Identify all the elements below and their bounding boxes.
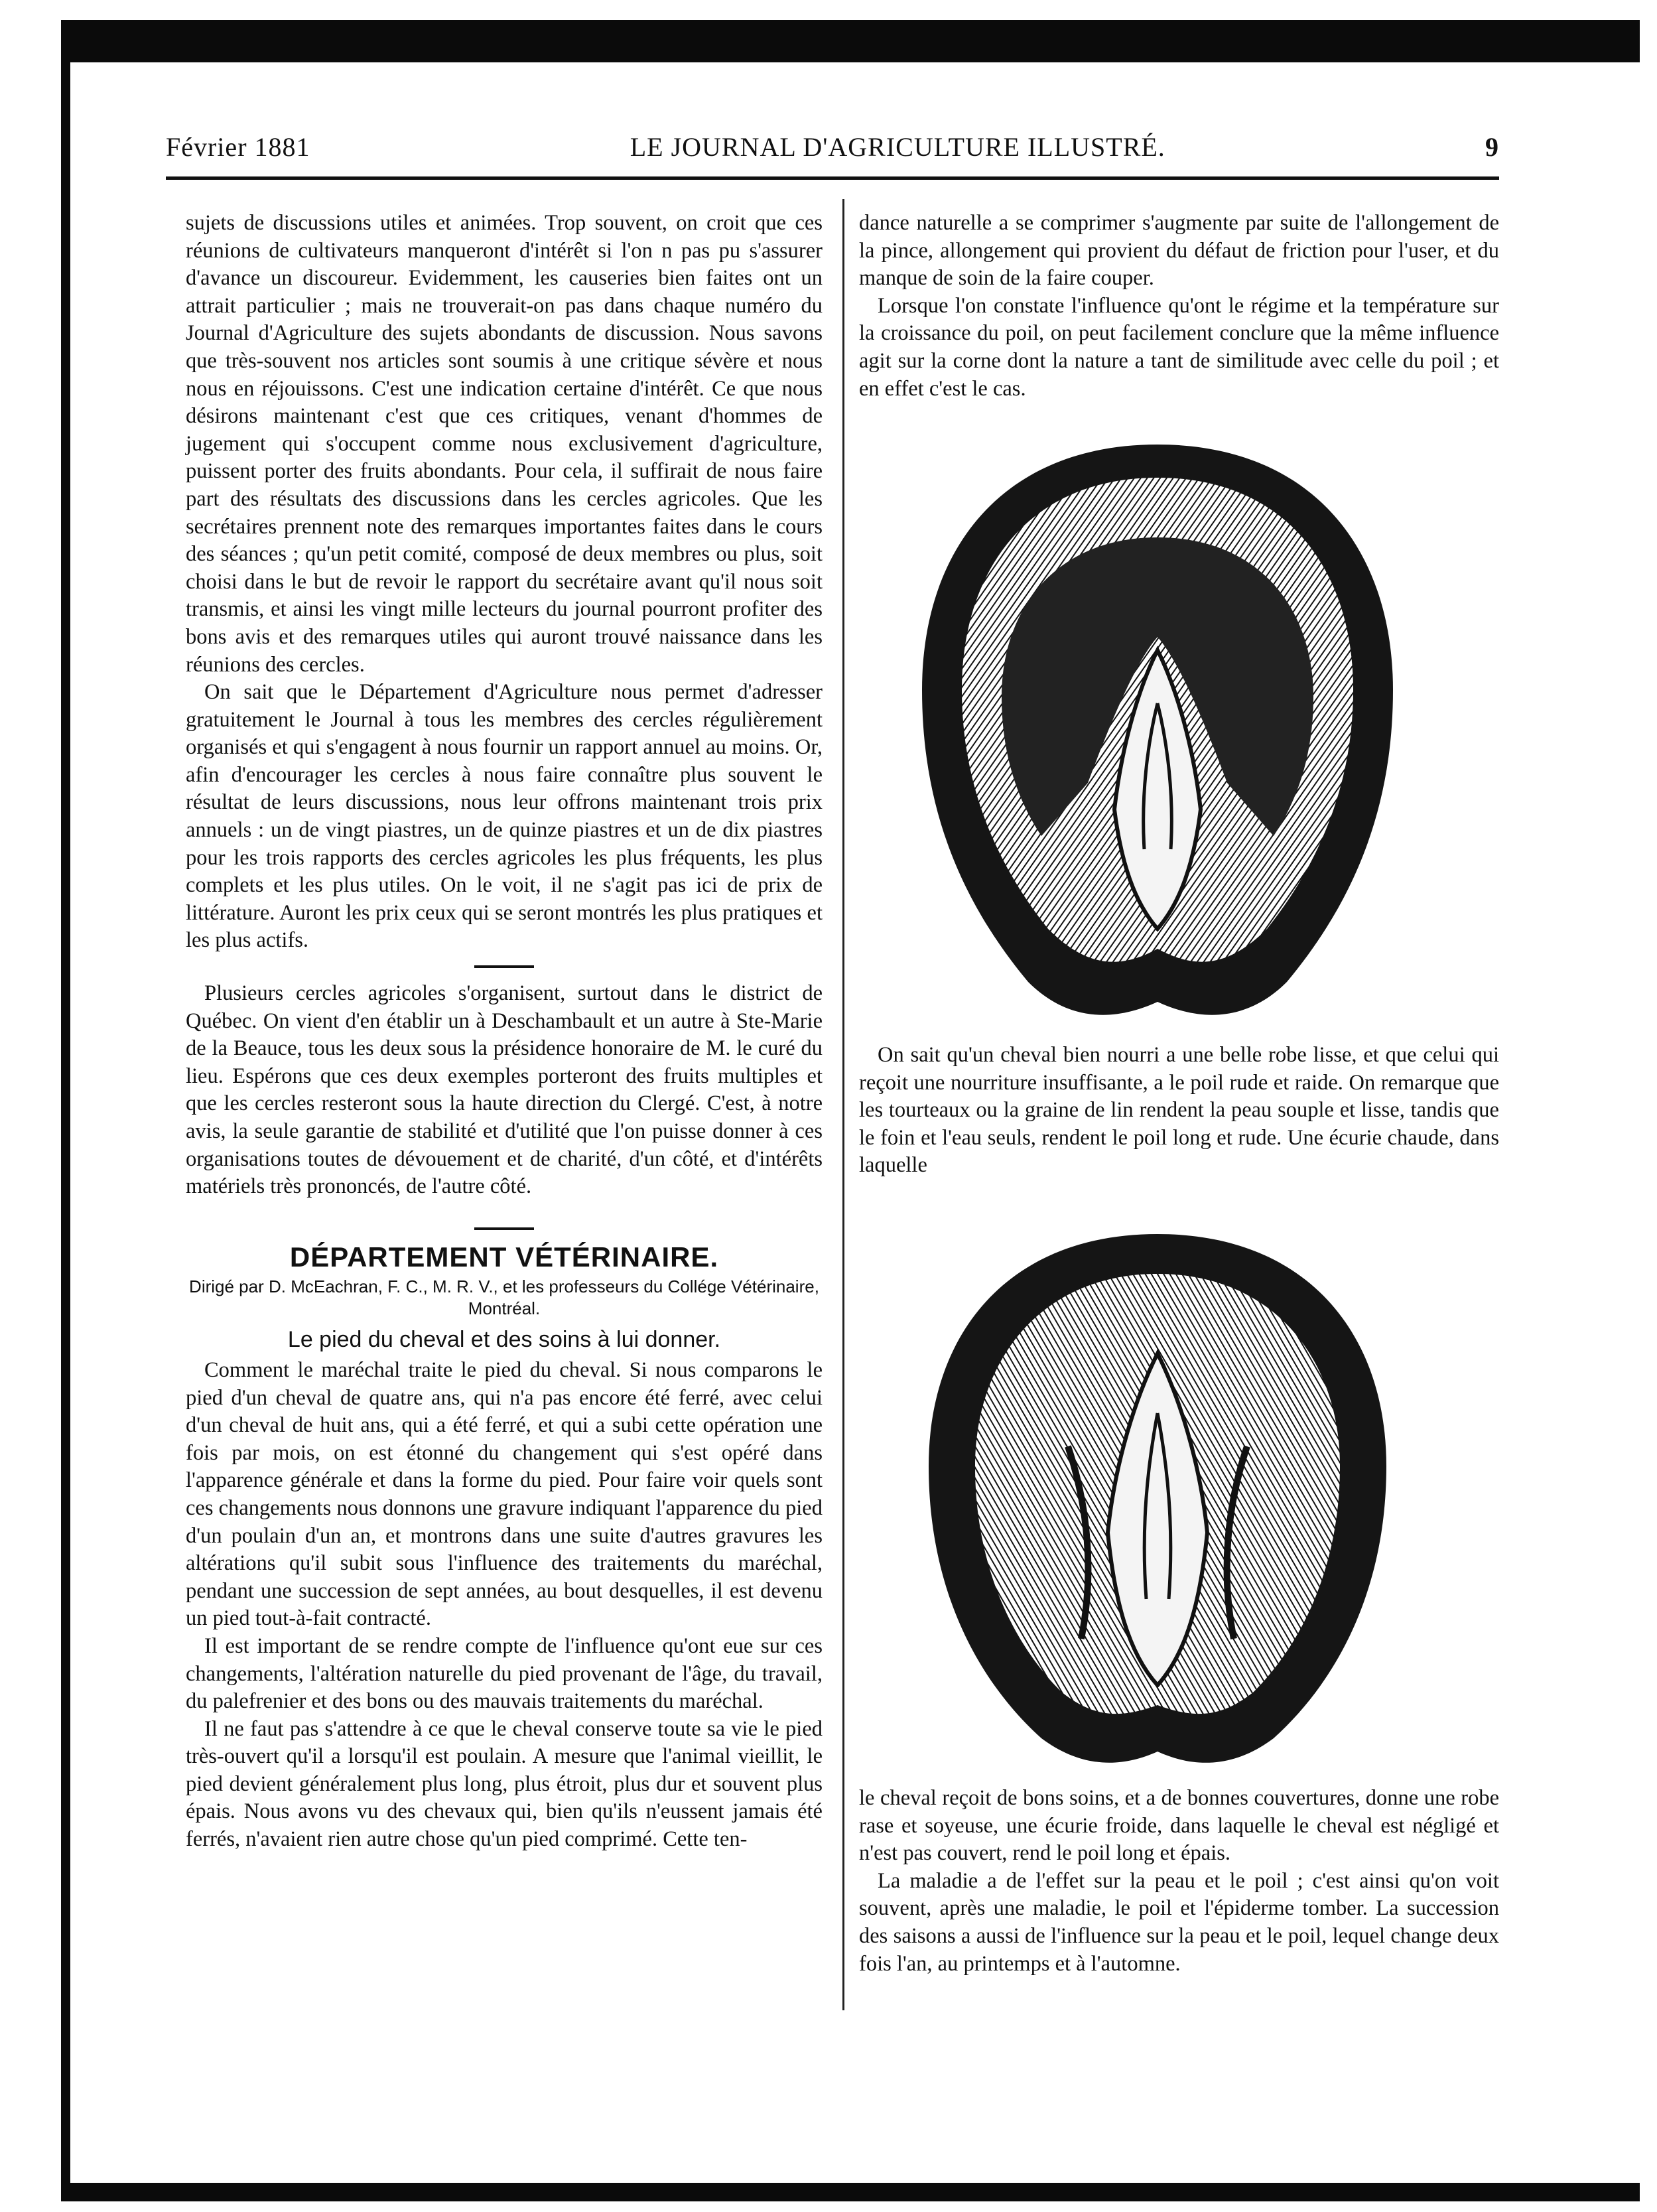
paragraph: Il ne faut pas s'attendre à ce que le cheval conserve toute sa vie le pied très-ouvert qu'il a lorsqu'il est poulain. A mesure que l'animal vieillit, le pied devient généralement plus long, plus étroit, plus dur et souvent plus épais. Nous avons vu des chevaux qui, bien qu'ils n'eussent jamais été ferrés, n'avaient rien autre chose qu'un pied comprimé. Cette ten- [186, 1716, 823, 1852]
header-journal-title: LE JOURNAL D'AGRICULTURE ILLUSTRÉ. [630, 132, 1165, 162]
paragraph: dance naturelle a se comprimer s'augmente par suite de l'allongement de la pince, allongement qui provient du défaut de friction pour l'user, et du manque de soin de la faire couper. [859, 211, 1499, 291]
header-rule [166, 176, 1499, 180]
paragraph: On sait qu'un cheval bien nourri a une belle robe lisse, et que celui qui reçoit une nourriture insuffisante, a le poil rude et raide. On remarque que les tourteaux ou la graine de lin rendent la peau souple et lisse, tandis que le foin et l'eau seuls, rendent le poil long et rude. Une écurie chaude, dans laquelle [859, 1043, 1499, 1178]
section-rule [474, 1227, 534, 1230]
header-page-number: 9 [1485, 132, 1499, 162]
column-divider [842, 199, 844, 2010]
byline: Dirigé par D. McEachran, F. C., M. R. V., et les professeurs du Collége Vétérinaire, Montréal. [189, 1277, 819, 1319]
hoof-engraving-figure-2 [915, 1227, 1400, 1771]
page-border-top [61, 20, 1640, 62]
paragraph: Plusieurs cercles agricoles s'organisent, surtout dans le district de Québec. On vient d'en établir un à Deschambault et un autre à Ste-Marie de la Beauce, tous les deux sous la présidence honoraire de M. le curé du lieu. Espérons que ces deux exemples porteront des fruits multiples et que les cercles resteront sous la haute direction du Clergé. C'est, à notre avis, la seule garantie de stabilité et d'utilité que l'on puisse donner à ces organisations toutes de dévouement et de charité, d'un côté, et d'intérêts matériels très prononcés, de l'autre côté. [186, 981, 823, 1199]
right-column-top [859, 210, 1499, 403]
left-column [186, 210, 823, 1854]
page-header [166, 131, 1499, 171]
paragraph: Comment le maréchal traite le pied du cheval. Si nous comparons le pied d'un cheval de quatre ans, qui n'a pas encore été ferré, avec celui d'un cheval de huit ans, qui a été ferré, et qui a subi cette opération une fois par mois, on est étonné du changement qui s'est opéré dans l'apparence générale et dans la forme du pied. Pour faire voir quels sont ces changements nous donnons une gravure indiquant l'apparence du pied d'un poulain d'un an, et montrons dans une suite d'autres gravures les altérations qu'il subit sous l'influence des traitements du maréchal, pendant une succession de sept années, au bout desquelles, il est devenu un pied tout-à-fait contracté. [186, 1357, 823, 1631]
section-rule [474, 965, 534, 968]
header-date: Février 1881 [166, 132, 310, 162]
paragraph: sujets de discussions utiles et animées. Trop souvent, on croit que ces réunions de cultivateurs manqueront d'intérêt si l'on n pas pu s'assurer d'avance un discoureur. Evidemment, les causeries bien faites ont un attrait particulier ; mais ne trouverait-on pas dans chaque numéro du Journal d'Agriculture des sujets abondants de discussion. Nous savons que très-souvent nos articles sont soumis à une critique sévère et nous nous en réjouissons. C'est une indication certaine d'intérêt. Ce que nous désirons maintenant c'est que ces critiques, venant d'hommes de jugement qui s'occupent comme nous exclusivement d'agriculture, puissent porter des fruits abondants. Pour cela, il suffirait de nous faire part des résultats des discussions dans les cercles agricoles. Que les secrétaires prennent note des remarques importantes faites dans le cours des séances ; qu'un petit comité, composé de deux membres ou plus, soit choisi dans le but de revoir le rapport du secrétaire avant qu'il nous soit transmis, et ainsi les vingt mille lecteurs du journal pourront profiter des bons avis et des remarques utiles qui auront trouvé naissance dans les réunions des cercles. [186, 211, 823, 677]
paragraph: Il est important de se rendre compte de l'influence qu'ont eue sur ces changements, l'altération naturelle du pied provenant de l'âge, du travail, du palefrenier et des bons ou des mauvais traitements du maréchal. [186, 1633, 823, 1714]
page-border-left [61, 20, 70, 2183]
right-column-middle [859, 1042, 1499, 1180]
paragraph: Lorsque l'on constate l'influence qu'ont le régime et la température sur la croissance du poil, on peut facilement conclure que la même influence agit sur la corne dont la nature a tant de similitude avec celle du poil ; et en effet c'est le cas. [859, 293, 1499, 401]
paragraph: le cheval reçoit de bons soins, et a de bonnes couvertures, donne une robe rase et soyeuse, une écurie froide, dans laquelle le cheval est négligé et n'est pas couvert, rend le poil long et épais. [859, 1786, 1499, 1866]
article-title: Le pied du cheval et des soins à lui donner. [287, 1327, 721, 1353]
section-title: DÉPARTEMENT VÉTÉRINAIRE. [289, 1241, 719, 1273]
paragraph: La maladie a de l'effet sur la peau et le poil ; c'est ainsi qu'on voit souvent, après une maladie, le poil et l'épiderme tomber. La succession des saisons a aussi de l'influence sur la peau et le poil, lequel change deux fois l'an, au printemps et à l'automne. [859, 1868, 1499, 1976]
page-border-bottom [61, 2183, 1640, 2201]
hoof-engraving-figure-1 [915, 438, 1400, 1028]
right-column-bottom [859, 1785, 1499, 1978]
paragraph: On sait que le Département d'Agriculture nous permet d'adresser gratuitement le Journal à tous les membres des cercles régulièrement organisés et qui s'engagent à nous fournir un rapport annuel au moins. Or, afin d'encourager les cercles à nous faire connaître plus souvent le résultat de leurs discussions, nous leur offrons maintenant trois prix annuels : un de vingt piastres, un de quinze piastres et un de dix piastres pour les trois rapports des cercles agricoles les plus fréquents, les plus complets et les plus utiles. On le voit, il ne s'agit pas ici de prix de littérature. Auront les prix ceux qui se seront montrés les plus pratiques et les plus actifs. [186, 680, 823, 953]
